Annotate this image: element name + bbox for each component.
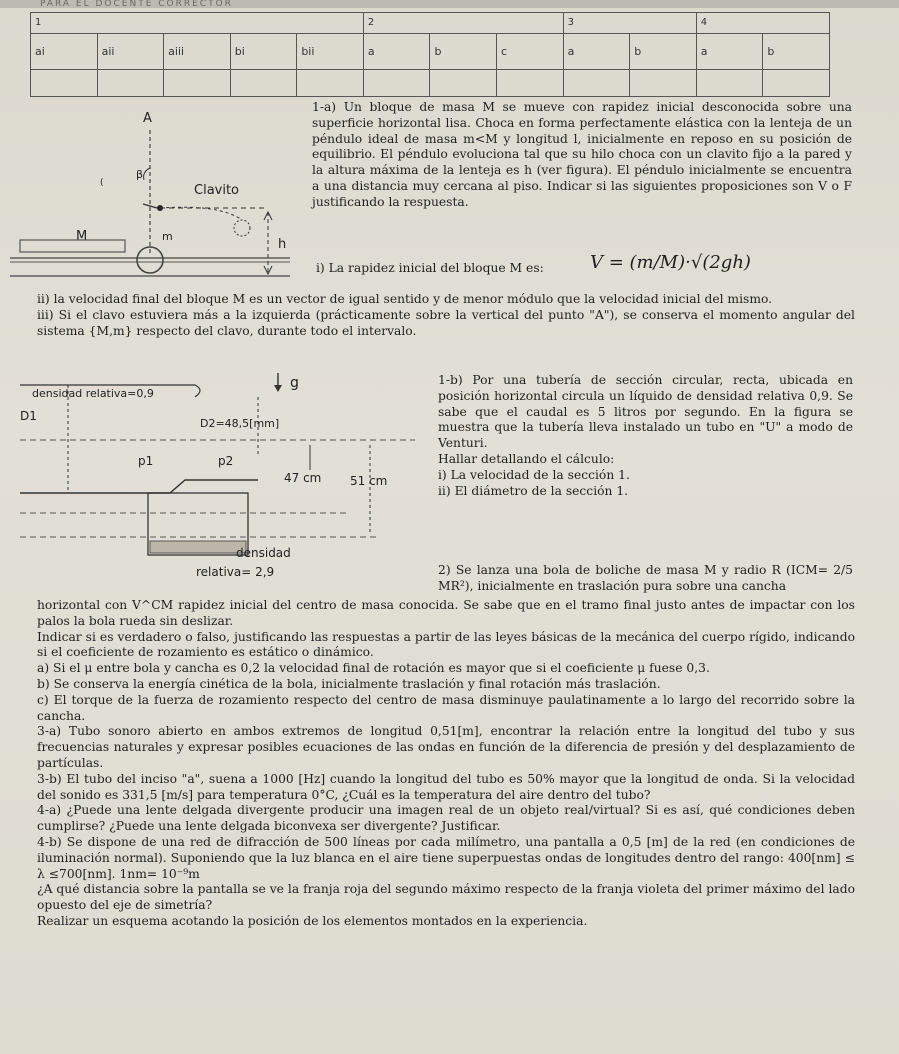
venturi-figure: [20, 365, 415, 585]
answer-blank[interactable]: [31, 69, 98, 96]
d2-label: D2=48,5[mm]: [200, 417, 280, 430]
question-1a-text: 1-a) Un bloque de masa M se mueve con rapidez inicial desconocida sobre una superficie horizontal lisa. Choca en forma perfectamente elástica con la lenteja de un péndulo ideal de masa m<M y longitud l, inicialmente en reposo en su posición de equilibrio. El péndulo evoluciona tal que su hilo choca con un clavito fijo a la pared y la altura máxima de la lenteja es h (ver figura). El péndulo inicialmente se encuentra a una distancia muy cercana al piso. Indicar si las siguientes proposiciones son V o F justificando la respuesta.: [312, 100, 852, 209]
answer-table-cell: b: [763, 33, 830, 69]
question-2-intro: 2) Se lanza una bola de boliche de masa M y radio R (ICM= 2/5 MR²), inicialmente en traslación pura sobre una cancha: [438, 563, 853, 593]
answer-table-cell: ai: [31, 33, 98, 69]
point-a-label: A: [143, 111, 152, 126]
question-1b-text: 1-b) Por una tubería de sección circular, recta, ubicada en posición horizontal circula un líquido de densidad relativa 0,9. Se sabe que el caudal es 5 litros por segundo. En la figura se muestra que la tubería lleva instalado un tubo en "U" a modo de Venturi. Hallar detallando el cálculo: i) La velocidad de la sección 1. ii) El diámetro de la sección 1.: [438, 373, 853, 498]
p1-label: p1: [138, 454, 154, 468]
density-bottom-label: densidad: [236, 546, 291, 560]
answer-table-cell: aii: [97, 33, 164, 69]
svg-text:(: (: [100, 178, 104, 188]
answer-table-cell: c: [497, 33, 564, 69]
question-1a-item-i: i) La rapidez inicial del bloque M es:: [316, 261, 544, 275]
answer-blank[interactable]: [763, 69, 830, 96]
answer-table-number: 3: [563, 13, 696, 34]
mass-small-label: m: [162, 230, 173, 243]
answer-blank[interactable]: [563, 69, 630, 96]
answer-table-cell: bi: [230, 33, 297, 69]
question-1a-items: ii) la velocidad final del bloque M es un vector de igual sentido y de menor módulo que la velocidad inicial del mismo. iii) Si el clavo estuviera más a la izquierda (prácticamente sobre la vertical del punto "A"), se conserva el momento angular del sistema {M,m} respecto del clavo, durante todo el intervalo.: [37, 292, 855, 338]
d1-label: D1: [20, 409, 37, 423]
answer-table-number: 1: [31, 13, 364, 34]
height-47-label: 47 cm: [284, 471, 322, 485]
answer-table-cell: aiii: [164, 33, 231, 69]
nail-label: Clavito: [194, 183, 240, 198]
answer-table: [30, 12, 830, 97]
answer-blank[interactable]: [696, 69, 763, 96]
question-2-body: horizontal con V^CM rapidez inicial del centro de masa conocida. Se sabe que en el tramo final justo antes de impactar con los palos la bola rueda sin deslizar. Indicar si es verdadero o falso, justificando las respuestas a partir de las leyes básicas de la mecánica del cuerpo rígido, indicando si el coeficiente de rozamiento es estático o dinámico. a) Si el μ entre bola y cancha es 0,2 la velocidad final de rotación es mayor que si el coeficiente μ fuese 0,3. b) Se conserva la energía cinética de la bola, inicialmente traslación y final rotación más traslación. c) El torque de la fuerza de rozamiento respecto del centro de masa disminuye paulatinamente a lo largo del recorrido sobre la cancha. 3-a) Tubo sonoro abierto en ambos extremos de longitud 0,51[m], encontrar la relación entre la longitud del tubo y sus frecuencias naturales y expresar posibles ecuaciones de las ondas en función de la diferencia de presión y del desplazamiento de partículas. 3-b) El tubo del inciso "a", suena a 1000 [Hz] cuando la longitud del tubo es 50% mayor que la longitud de onda. Si la velocidad del sonido es 331,5 [m/s] para temperatura 0°C, ¿Cuál es la temperatura del aire dentro del tubo? 4-a) ¿Puede una lente delgada divergente producir una imagen real de un objeto real/virtual? Si es así, qué condiciones deben cumplirse? ¿Puede una lente delgada biconvexa ser divergente? Justificar. 4-b) Se dispone de una red de difracción de 500 líneas por cada milímetro, una pantalla a 0,5 [m] de la red (en condiciones de iluminación normal). Suponiendo que la luz blanca en el aire tiene superpuestas ondas de longitudes dentro del rango: 400[nm] ≤ λ ≤700[nm]. 1nm= 10⁻⁹m ¿A qué distancia sobre la pantalla se ve la franja roja del segundo máximo respecto de la franja violeta del primer máximo del lado opuesto del eje de simetría? Realizar un esquema acotando la posición de los elementos montados en la experiencia.: [37, 598, 855, 928]
mass-big-label: M: [76, 229, 88, 244]
density-bottom-value: relativa= 2,9: [196, 565, 275, 579]
answer-table-cell: a: [363, 33, 430, 69]
answer-table-cell: b: [630, 33, 697, 69]
answer-table-number: 2: [363, 13, 563, 34]
answer-table-cell: b: [430, 33, 497, 69]
answer-blank[interactable]: [164, 69, 231, 96]
answer-table-cell: a: [563, 33, 630, 69]
answer-blank[interactable]: [497, 69, 564, 96]
formula-initial-speed: V = (m/M)·√(2gh): [590, 252, 751, 273]
page-header: PARA EL DOCENTE CORRECTOR: [0, 0, 899, 8]
answer-blank[interactable]: [230, 69, 297, 96]
answer-table-cell: a: [696, 33, 763, 69]
pendulum-figure: [10, 108, 300, 298]
angle-label: β: [136, 168, 144, 181]
p2-label: p2: [218, 454, 234, 468]
answer-table-cell: bii: [297, 33, 364, 69]
answer-table-number: 4: [696, 13, 829, 34]
answer-blank[interactable]: [297, 69, 364, 96]
height-label: h: [278, 237, 287, 252]
gravity-label: g: [290, 375, 299, 391]
answer-blank[interactable]: [363, 69, 430, 96]
height-51-label: 51 cm: [350, 474, 388, 488]
density-top-label: densidad relativa=0,9: [32, 387, 154, 400]
answer-blank[interactable]: [630, 69, 697, 96]
answer-blank[interactable]: [430, 69, 497, 96]
answer-blank[interactable]: [97, 69, 164, 96]
